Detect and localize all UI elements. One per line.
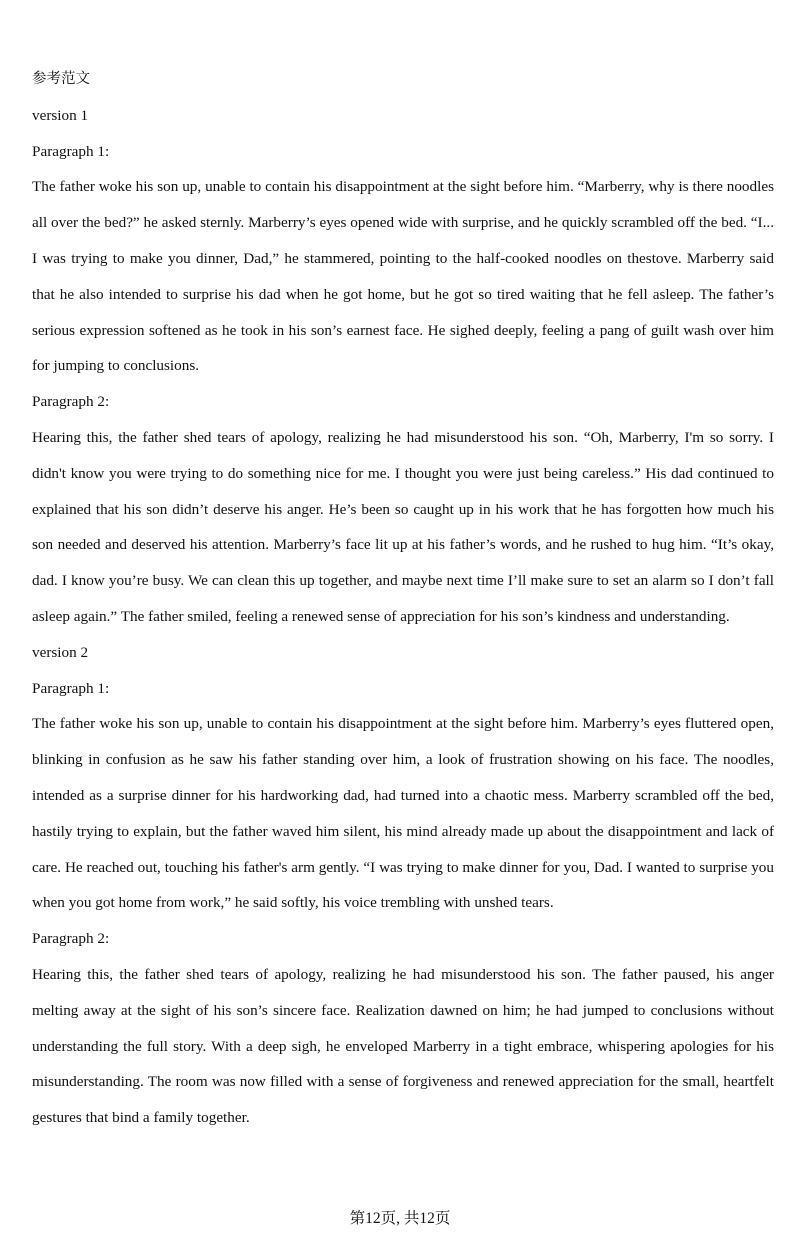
version-1-paragraph-2-label: Paragraph 2: xyxy=(32,393,110,411)
version-1-paragraph-2-text: Hearing this, the father shed tears of apology, realizing he had misunderstood his son. “Oh, Marberry, I'm so sorry. I didn't know you were trying to do something nice for me. I thought you were just being careless.” His dad continued to explained that his son didn’t deserve his anger. He’s been so caught up in his work that he has forgotten how much his son needed and deserved his attention. Marberry’s face lit up at his father’s words, and he rushed to hug him. “It’s okay, dad. I know you’re busy. We can clean this up together, and maybe next time I’ll make sure to set an alarm so I don’t fall asleep again.” The father smiled, feeling a renewed sense of appreciation for his son’s kindness and understanding. xyxy=(32,428,774,625)
document-page xyxy=(32,62,774,1136)
version-2-paragraph-2-label: Paragraph 2: xyxy=(32,930,110,948)
version-1-label: version 1 xyxy=(32,106,89,124)
version-2-paragraph-1-label: Paragraph 1: xyxy=(32,679,110,697)
version-1-paragraph-1-text: The father woke his son up, unable to contain his disappointment at the sight before him. “Marberry, why is there noodles all over the bed?” he asked sternly. Marberry’s eyes opened wide with surprise, and he quickly scrambled off the bed. “I... I was trying to make you dinner, Dad,” he stammered, pointing to the half-cooked noodles on thestove. Marberry said that he also intended to surprise his dad when he got home, but he got so tired waiting that he fell asleep. The father’s serious expression softened as he took in his son’s earnest face. He sighed deeply, feeling a pang of guilt wash over him for jumping to conclusions. xyxy=(32,178,774,375)
version-2-paragraph-2-text: Hearing this, the father shed tears of apology, realizing he had misunderstood his son. The father paused, his anger melting away at the sight of his son’s sincere face. Realization dawned on him; he had jumped to conclusions without understanding the full story. With a deep sigh, he enveloped Marberry in a tight embrace, whispering apologies for his misunderstanding. The room was now filled with a sense of forgiveness and renewed appreciation for the small, heartfelt gestures that bind a family together. xyxy=(32,965,774,1127)
document-title: 参考范文 xyxy=(32,71,90,87)
version-2-label: version 2 xyxy=(32,643,89,661)
version-2-paragraph-1-text: The father woke his son up, unable to contain his disappointment at the sight before him. Marberry’s eyes fluttered open, blinking in confusion as he saw his father standing over him, a look of frustration showing on his face. The noodles, intended as a surprise dinner for his hardworking dad, had turned into a chaotic mess. Marberry scrambled off the bed, hastily trying to explain, but the father waved him silent, his mind already made up about the disappointment and lack of care. He reached out, touching his father's arm gently. “I was trying to make dinner for you, Dad. I wanted to surprise you when you got home from work,” he said softly, his voice trembling with unshed tears. xyxy=(32,715,774,912)
page-number-footer: 第12页, 共12页 xyxy=(349,1210,451,1227)
version-1-paragraph-1-label: Paragraph 1: xyxy=(32,142,110,160)
